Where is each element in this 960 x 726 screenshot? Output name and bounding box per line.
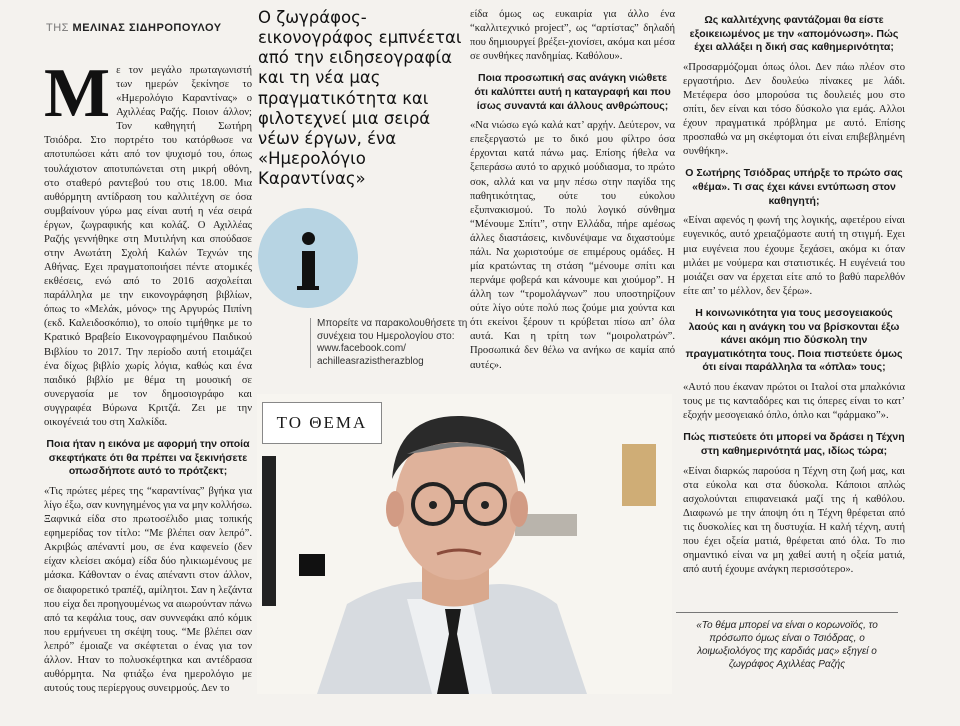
question-5: Η κοινωνικότητα για τους μεσογειακούς λαούς και η ανάγκη του να βρίσκονται έξω κάνει ακόμη πιο δύσκολη την πραγματικότητα τους. Ποια πιστεύετε όμως ότι είναι παράλληλα τα «όπλα» τους; [685,306,903,374]
answer-6: «Είναι διαρκώς παρούσα η Τέχνη στη ζωή μας, και στα εύκολα και στα δύσκολα. Κάποιοι απλώς ασχολούνται επιφανειακά μαζί της ή καθόλου. Διαφωνώ με την άποψη ότι η Τέχνη θρέφεται από τις δυσκολίες και τη δυστυχία. Η καλή τέχνη, αυτή που έχει οξεία ματιά, θρέφεται από όλα. Το πιο σημαντικό είναι να μη χαθεί αυτή η οξεία ματιά, από αυτή έχουμε ανάγκη περισσότερο». [683,465,905,576]
answer-3: «Προσαρμόζομαι όπως όλοι. Δεν πάω πλέον στο εργαστήριο. Δεν δουλεύω πίνακες με λάδι. Μετέφερα όσο μπορούσα τις δουλειές μου στο σπίτι, δεν είναι και τόσο δύσκολο για εμάς. Αλλοι έχουν πραγματικά πρόβλημα με αυτό. Επίσης προσπαθώ να μη σκέφτομαι ότι είναι επιβεβλημένη συνθήκη». [683,61,905,158]
answer-5: «Αυτό που έκαναν πρώτοι οι Ιταλοί στα μπαλκόνια τους με τις κανταδόρες και τις όπερες είναι το κατ’ εξοχήν μεσογειακό όπλο, όπλο και “φάρμακο”». [683,382,905,422]
dropcap: Μ [44,55,111,132]
byline-name: ΜΕΛΙΝΑΣ ΣΙΔΗΡΟΠΟΥΛΟΥ [72,22,222,34]
column-1 [44,55,252,696]
question-4: Ο Σωτήρης Τσιόδρας υπήρξε το πρώτο σας «θέμα». Τι σας έχει κάνει εντύπωση στον καθηγητή; [685,167,903,207]
column-3 [470,8,675,373]
answer-4: «Είναι αφενός η φωνή της λογικής, αφετέρου είναι ευγενικός, αυτό χρειαζόμαστε αυτή τη στιγμή. Εχει μια ευγένεια που έχουμε ξεχάσει, ακόμα κι όταν μιλάει με νούμερα και στατιστικές. Η ευγένειά του μοιάζει σαν να έρχεται είτε από το βαθύ παρελθόν είτε απ’ το μέλλον, δεν ξέρω». [683,215,905,297]
question-3: Ως καλλιτέχνης φαντάζομαι θα είστε εξοικειωμένος με την «απομόνωση». Πώς έχει αλλάξει η δική σας καθημερινότητα; [689,14,899,54]
intro-paragraph [44,55,252,430]
info-icon [258,208,358,308]
question-2: Ποια προσωπική σας ανάγκη νιώθετε ότι καλύπτει αυτή η καταγραφή και που ίσως συναντά και άλλους ανθρώπους; [474,72,671,112]
question-6: Πώς πιστεύετε ότι μπορεί να δράσει η Τέχνη στη καθημερινότητά μας, ιδίως τώρα; [683,431,905,457]
pull-quote: Ο ζωγράφος-εικονογράφος εμπνέεται από την ειδησεογραφία και τη νέα μας πραγματικότητα και φιλοτεχνεί μια σειρά νέων έργων, ένα «Ημερολόγιο Καραντίνας» [258,8,462,188]
answer-2: «Να νιώσω εγώ καλά κατ’ αρχήν. Δεύτερον, να επεξεργαστώ με το δικό μου φίλτρο όσα έρχονται κατά πάνω μας. Επίσης ήθελα να ξεπεράσω αυτό το αρχικό μούδιασμα, το πρώτο σοκ, αλλά και να μην πέσω στην παγίδα της παθητικότητας, ούτε του εύκολου εξυπνακισμού. Το πολύ λογικό σύνθημα “Μένουμε Σπίτι”, στην Ελλάδα, πήρε αμέσως άλλες διαστάσεις, κινδυνέψαμε να διχαστούμε πάλι. Να χωριστούμε σε επιμέρους ομάδες. Η μία κρατώντας τη στάση “μένουμε σπίτι και περνάμε φοβερά και κάνουμε και χιούμορ”. Η άλλη των “τρομολάγνων” που υποστηρίζουν ούτε λίγο ούτε πολύ πως ζούμε μια χούντα και ότι εκείνοι ξέρουν τι κρύβεται πίσω απ’ όλα αυτά. Και η τρίτη των “μοιρολατρών”. Προσωπικά δεν θέλω να ανήκω σε καμία από αυτές». [470,120,675,371]
info-note: Μπορείτε να παρακολουθήσετε τη συνέχεια του Ημερολογίου στο: www.facebook.com/ achilleasrazistherazblog [310,318,487,368]
answer-1-continued: είδα όμως ως ευκαιρία για άλλο ένα “καλλιτεχνικό project”, ως “αρτίστας” δηλαδή που δημιουργεί βρέξει-χιονίσει, ακόμα και μέσα σε συνθήκες πανδημίας. Καθόλου». [470,9,675,63]
intro-text: ε τον μεγάλο πρωταγωνιστή των ημερών ξεκίνησε το «Ημερολόγιο Καραντίνας» ο Αχιλλέας Ραζής. Ποιον άλλον; Τον καθηγητή Σωτήρη Τσιόδρα. Στο πορτρέτο του κατόρθωσε να αποτυπώσει κάτι από τον ψυχισμό του, όπως τουλάχιστον αποτυπώνεται στη μικρή οθόνη, στο σταθερό ραντεβού του στις 18.00. Μια αυθόρμητη αντίδραση του καλλιτέχνη σε όσα συμβαίνουν γύρω μας είναι αυτή η νέα σειρά έργων, ζωγραφικής και κολάζ. Ο Αχιλλέας Ραζής γεννήθηκε στη Μυτιλήνη και σπούδασε στην Ανωτάτη Σχολή Καλών Τεχνών της Αθήνας. Εχει πραγματοποιήσει πέντε ατομικές εκθέσεις, ενώ από το 2016 ασχολείται παράλληλα με την εικονογράφηση βιβλίων, όπως το «Μελάκ, μόνος» της Αργυρώς Πιπίνη (εκδ. Καλειδοσκόπιο), το οποίο τιμήθηκε με το Κρατικό Βραβείο Εικονογραφημένου Παιδικού Βιβλίου το 2017. Την περίοδο αυτή ετοιμάζει ένα δίχως βιβλίο χωρίς λόγια, καθώς και ένα παιδικό βιβλίο με θέμα τη μουσική σε συνεργασία με τον δημοσιογράφο και συγγραφέα Βύρωνα Κριτζά. Ζει με την οικογένειά του στη Χαλκίδα. [44,65,252,428]
byline-prefix: ΤΗΣ [46,22,69,34]
column-4 [683,14,905,577]
byline [46,22,246,34]
answer-1: «Τις πρώτες μέρες της “καραντίνας” βγήκα για λίγο έξω, σαν κυνηγημένος για να μην κολλήσω. Ξαφνικά είδα στο πρωτοσέλιδο μιας τοπικής εφημερίδας τον τίτλο: “Με βλέπει σαν λεπρό”. Ακριβώς απέναντί μου, σε ένα καφενείο (δεν είχαν κλείσει ακόμα) είδα δύο ηλικιωμένους με μάσκα. Κάθονταν ο ένας απέναντι στον άλλον, σε διαφορετικό τραπέζι, αμίλητοι. Σαν η λεζάντα που είχα δει προηγουμένως να αιωρούνταν πάνω από τα κεφάλια τους, σαν συννεφάκι από κόμικ που ερμήνευει τη σκέψη τους. “Με βλέπει σαν λεπρό” έμοιαζε να σκέφτεται ο ένας για τον άλλον. Ηταν το πολυσκέφτηκα και αντέδρασα αυθόρμητα. Να φτιάξω ένα ημερολόγιο με αυτούς τους περίεργους συνειρμούς. Δεν το [44,485,252,695]
question-1: Ποια ήταν η εικόνα με αφορμή την οποία σκεφτήκατε ότι θα πρέπει να ξεκινήσετε οπωσδήποτε αυτό το πρότζεκτ; [46,438,250,478]
photo-caption: «Το θέμα μπορεί να είναι ο κορωνοϊός, το πρόσωπο όμως είναι ο Τσιόδρας, ο λοιμωξιολόγος της καρδιάς μας» εξηγεί ο ζωγράφος Αχιλλέας Ραζής [676,612,898,671]
topic-label: ΤΟ ΘΕΜΑ [262,402,382,444]
